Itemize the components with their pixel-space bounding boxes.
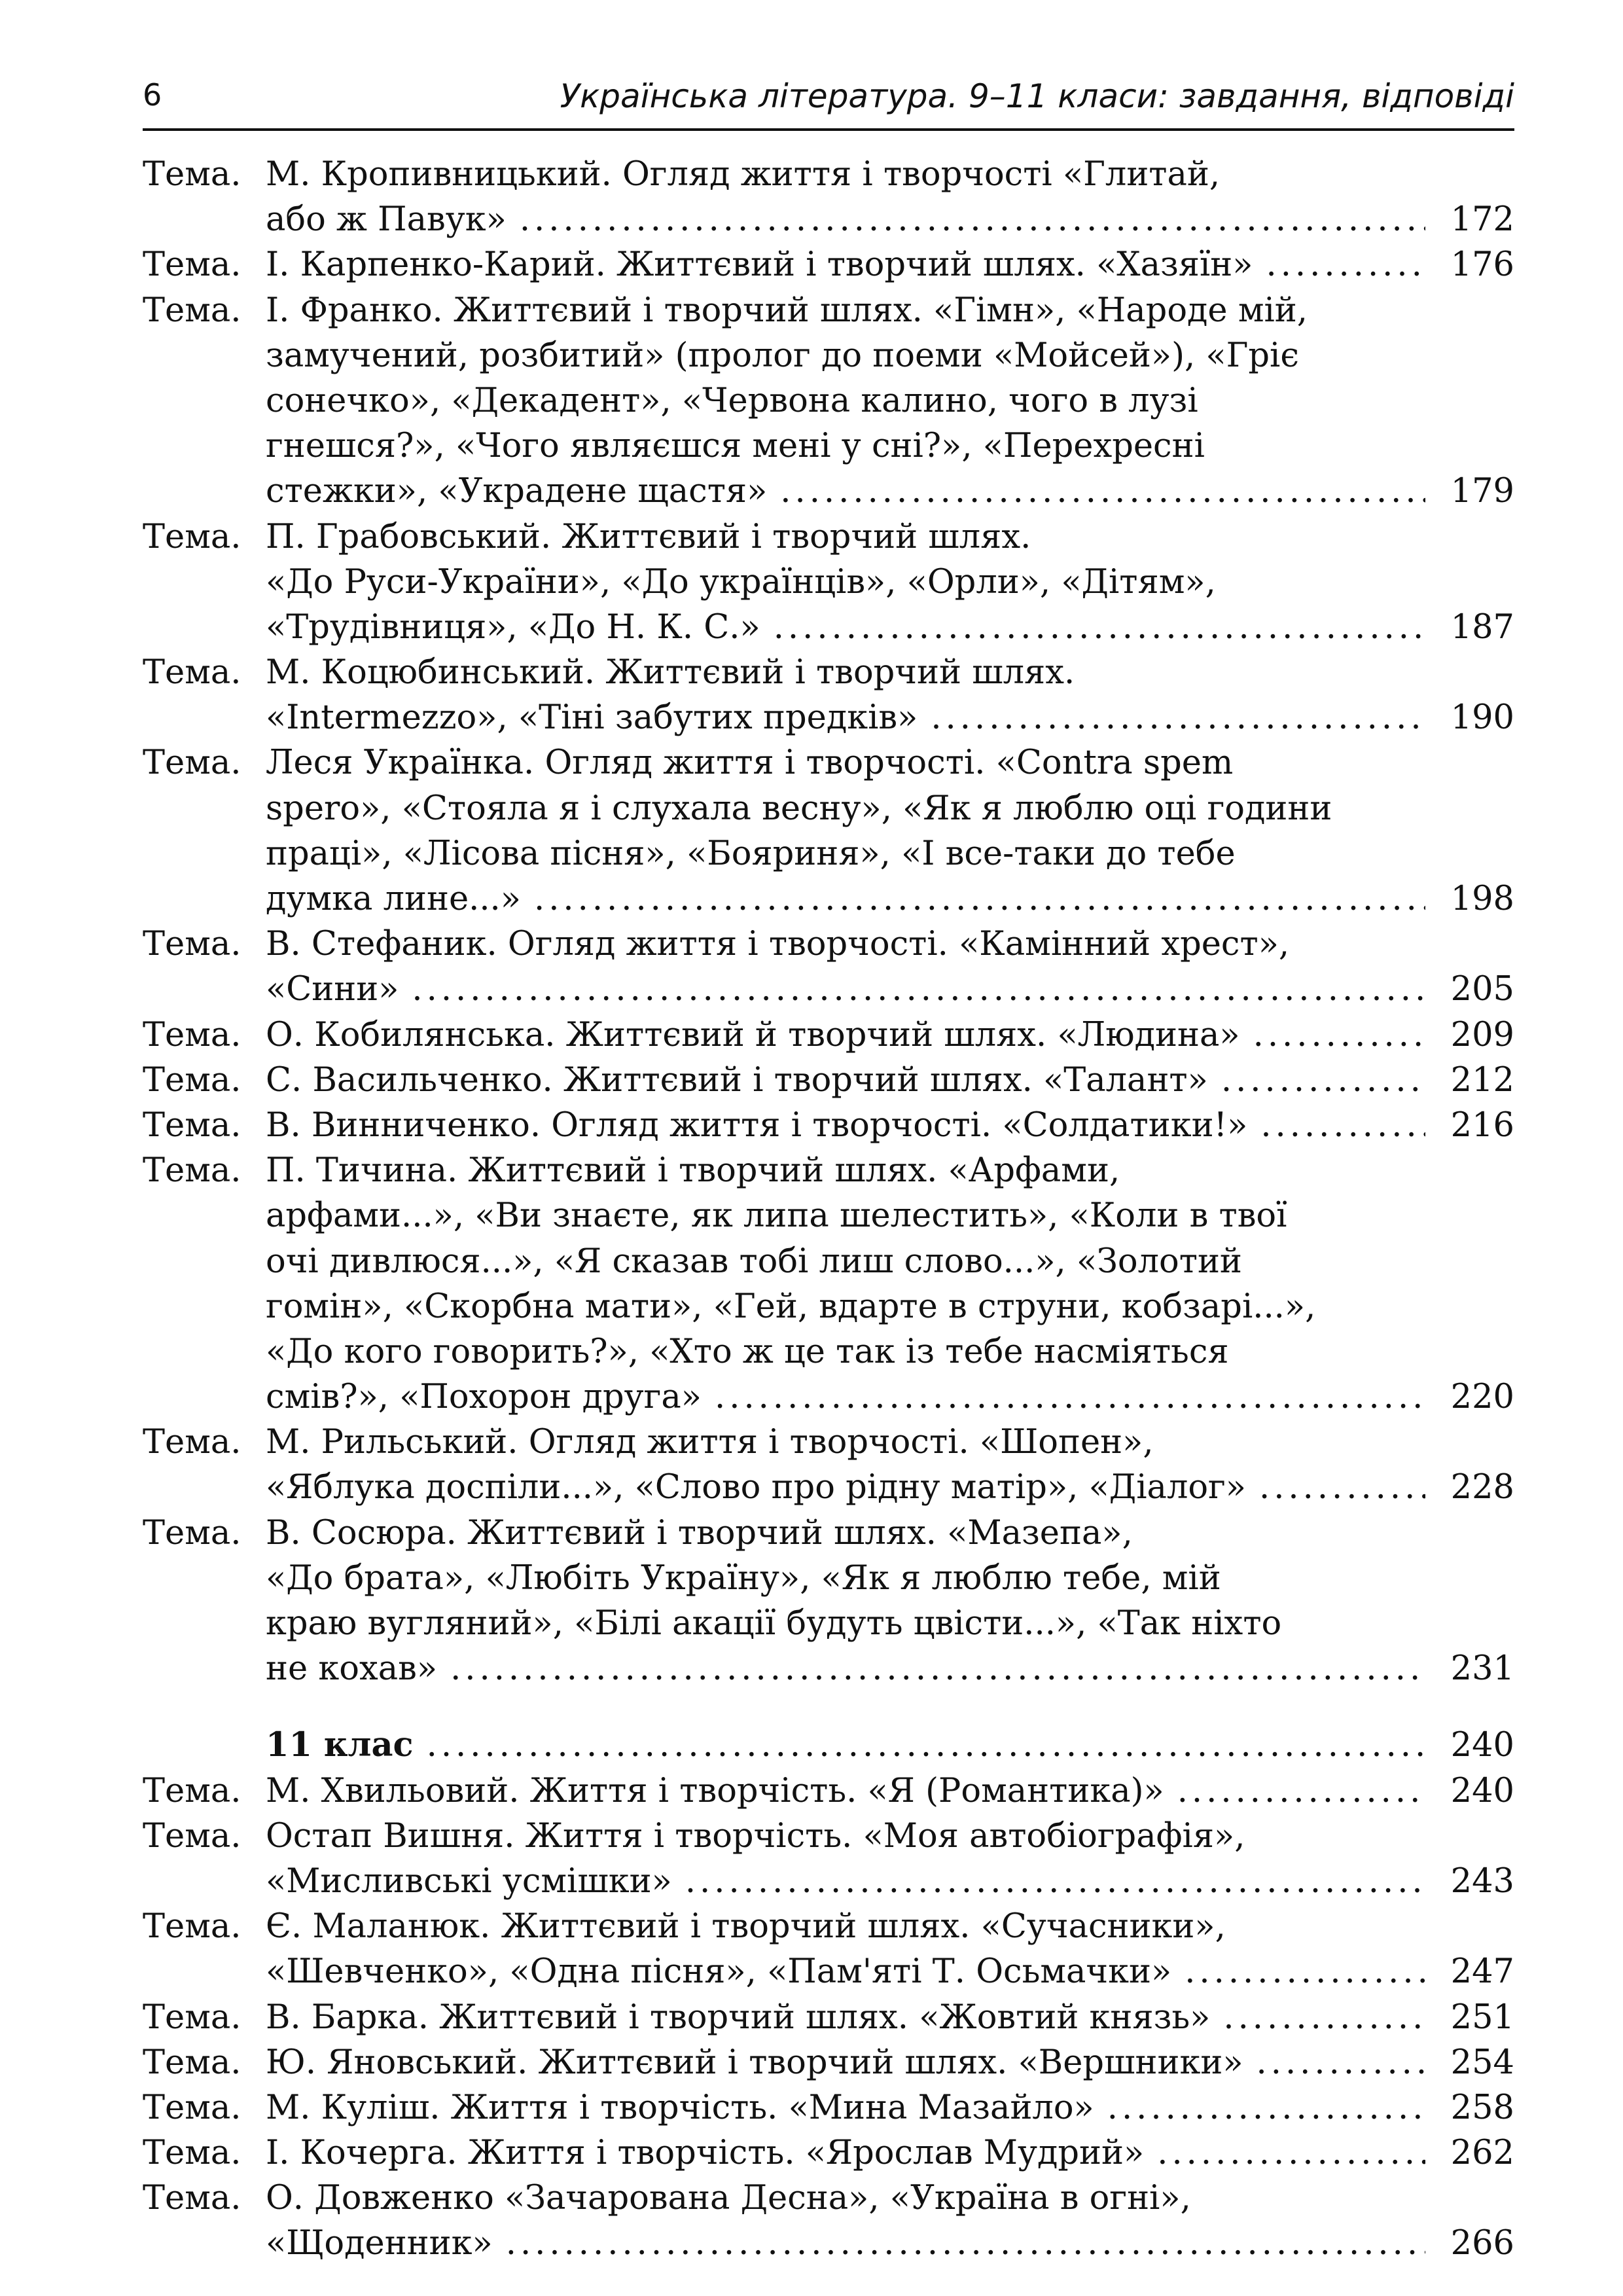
entry-text: «Щоденник» xyxy=(266,2224,493,2263)
entry-line xyxy=(143,423,1514,469)
entry-line xyxy=(143,1148,1514,1193)
entry-line xyxy=(143,1329,1514,1374)
entry-label: Тема. xyxy=(143,1151,241,1191)
page-ref: 179 xyxy=(1450,472,1514,511)
entry-text: замучений, розбитий» (пролог до поеми «Мойсей»), «Гріє xyxy=(266,336,1299,375)
dot-leader xyxy=(1259,1465,1425,1510)
section-line xyxy=(143,1723,1514,1768)
entry-text: М. Рильський. Огляд життя і творчості. «Шопен», xyxy=(266,1423,1154,1462)
toc-entry xyxy=(143,2040,1514,2085)
dot-leader xyxy=(715,1374,1425,1420)
entry-label: Тема. xyxy=(143,1423,241,1462)
page-ref: 220 xyxy=(1450,1378,1514,1417)
entry-text: spero», «Стояла я і слухала весну», «Як я люблю оці години xyxy=(266,789,1332,828)
entry-line xyxy=(143,922,1514,967)
entry-label: Тема. xyxy=(143,2088,241,2127)
entry-text: О. Довженко «Зачарована Десна», «Україна в огні», xyxy=(266,2179,1191,2218)
entry-line xyxy=(143,786,1514,831)
entry-text: краю вугляний», «Білі акації будуть цвісти...», «Так ніхто xyxy=(266,1604,1282,1643)
entry-text: праці», «Лісова пісня», «Бояриня», «І все-таки до тебе xyxy=(266,834,1236,873)
page-ref: 187 xyxy=(1450,607,1514,647)
dot-leader xyxy=(931,695,1425,740)
entry-label: Тема. xyxy=(143,291,241,330)
dot-leader xyxy=(1157,2130,1425,2176)
entry-label: Тема. xyxy=(143,653,241,692)
entry-line xyxy=(143,876,1514,922)
page-header xyxy=(143,72,1514,131)
page-ref: 216 xyxy=(1450,1105,1514,1145)
toc-entry xyxy=(143,514,1514,651)
page-ref: 240 xyxy=(1450,1771,1514,1810)
page-ref: 198 xyxy=(1450,880,1514,918)
entry-line xyxy=(143,1601,1514,1646)
entry-text: М. Коцюбинський. Життєвий і творчий шлях. xyxy=(266,653,1075,692)
entry-line xyxy=(143,1814,1514,1859)
toc-entry xyxy=(143,1148,1514,1420)
toc-entry xyxy=(143,740,1514,922)
entry-text: «Шевченко», «Одна пісня», «Пам'яті Т. Осьмачки» xyxy=(266,1952,1172,1992)
dot-leader xyxy=(685,1859,1425,1904)
entry-text: І. Кочерга. Життя і творчість. «Ярослав Мудрий» xyxy=(266,2134,1145,2173)
toc-entry xyxy=(143,288,1514,514)
entry-text: «Intermezzo», «Тіні забутих предків» xyxy=(266,698,918,738)
entry-label: Тема. xyxy=(143,2134,241,2173)
page-ref: 212 xyxy=(1450,1060,1514,1100)
dot-leader xyxy=(774,605,1425,650)
toc-entry xyxy=(143,1058,1514,1103)
entry-label: Тема. xyxy=(143,1060,241,1100)
entry-line xyxy=(143,1995,1514,2040)
page-ref: 247 xyxy=(1450,1952,1514,1992)
section-gap xyxy=(143,1691,1514,1723)
toc-entry xyxy=(143,1814,1514,1904)
entry-label: Тема. xyxy=(143,1513,241,1552)
toc-entry xyxy=(143,650,1514,740)
dot-leader xyxy=(1223,1995,1425,2040)
page-ref: 228 xyxy=(1450,1468,1514,1507)
entry-label: Тема. xyxy=(143,2179,241,2218)
entry-line xyxy=(143,695,1514,740)
entry-line xyxy=(143,514,1514,560)
dot-leader xyxy=(520,197,1425,242)
entry-label: Тема. xyxy=(143,1105,241,1145)
entry-line xyxy=(143,1103,1514,1148)
entry-label: Тема. xyxy=(143,1015,241,1054)
entry-label: Тема. xyxy=(143,1771,241,1810)
entry-label: Тема. xyxy=(143,155,241,194)
entry-line xyxy=(143,288,1514,333)
entry-line xyxy=(143,740,1514,785)
entry-text: «До кого говорить?», «Хто ж це так із тебе насміяться xyxy=(266,1332,1229,1371)
entry-line xyxy=(143,650,1514,695)
entry-text: І. Франко. Життєвий і творчий шлях. «Гімн», «Народе мій, xyxy=(266,291,1308,330)
dot-leader xyxy=(412,967,1425,1012)
section-heading xyxy=(143,1723,1514,1768)
toc-entry xyxy=(143,2085,1514,2130)
dot-leader xyxy=(1221,1058,1425,1103)
entry-line xyxy=(143,1420,1514,1465)
entry-text: М. Куліш. Життя і творчість. «Мина Мазайло» xyxy=(266,2088,1094,2127)
page-ref: 209 xyxy=(1450,1015,1514,1054)
entry-text: П. Тичина. Життєвий і творчий шлях. «Арфами, xyxy=(266,1151,1120,1191)
entry-line xyxy=(143,1284,1514,1329)
entry-text: Ю. Яновський. Життєвий і творчий шлях. «Вершники» xyxy=(266,2043,1243,2082)
toc-entry xyxy=(143,1103,1514,1148)
toc-entry xyxy=(143,2176,1514,2266)
entry-text: гнешся?», «Чого являєшся мені у сні?», «Перехресні xyxy=(266,427,1205,466)
dot-leader xyxy=(427,1723,1425,1768)
entry-line xyxy=(143,605,1514,650)
page-ref: 262 xyxy=(1450,2134,1514,2173)
entry-label: Тема. xyxy=(143,517,241,556)
entry-text: думка лине...» xyxy=(266,880,521,918)
entry-line xyxy=(143,2040,1514,2085)
page-ref: 240 xyxy=(1450,1726,1514,1765)
page-ref: 172 xyxy=(1450,200,1514,240)
entry-line xyxy=(143,1768,1514,1814)
entry-line xyxy=(143,560,1514,605)
entry-line xyxy=(143,1646,1514,1691)
page-ref: 254 xyxy=(1450,2043,1514,2082)
entry-line xyxy=(143,1904,1514,1949)
toc-entry xyxy=(143,152,1514,242)
entry-label: Тема. xyxy=(143,1816,241,1856)
page-ref: 176 xyxy=(1450,245,1514,285)
toc-entry xyxy=(143,1420,1514,1510)
entry-line xyxy=(143,197,1514,242)
entry-line xyxy=(143,1239,1514,1284)
page-ref: 243 xyxy=(1450,1861,1514,1901)
entry-text: «Мисливські усмішки» xyxy=(266,1861,672,1901)
entry-text: Є. Маланюк. Життєвий і творчий шлях. «Сучасники», xyxy=(266,1907,1226,1946)
section-title: 11 клас xyxy=(266,1725,414,1765)
entry-line xyxy=(143,2085,1514,2130)
entry-label: Тема. xyxy=(143,245,241,285)
page-ref: 231 xyxy=(1450,1649,1514,1689)
entry-label: Тема. xyxy=(143,2043,241,2082)
toc-entry xyxy=(143,1995,1514,2040)
entry-line xyxy=(143,378,1514,423)
entry-line xyxy=(143,152,1514,197)
entry-line xyxy=(143,2221,1514,2266)
entry-line xyxy=(143,2176,1514,2221)
dot-leader xyxy=(450,1646,1425,1691)
page-ref: 258 xyxy=(1450,2088,1514,2127)
entry-line xyxy=(143,831,1514,876)
entry-text: П. Грабовський. Життєвий і творчий шлях. xyxy=(266,517,1031,556)
dot-leader xyxy=(1107,2085,1425,2130)
entry-text: «Трудівниця», «До Н. К. С.» xyxy=(266,607,760,647)
entry-text: стежки», «Украдене щастя» xyxy=(266,472,768,511)
entry-text: не кохав» xyxy=(266,1649,438,1689)
toc-entry xyxy=(143,2130,1514,2176)
dot-leader xyxy=(506,2221,1425,2266)
dot-leader xyxy=(1177,1768,1425,1814)
entry-line xyxy=(143,242,1514,287)
toc-entry xyxy=(143,1768,1514,1814)
entry-label: Тема. xyxy=(143,925,241,964)
page-ref: 266 xyxy=(1450,2224,1514,2263)
toc-entry xyxy=(143,1013,1514,1058)
entry-line xyxy=(143,1193,1514,1238)
entry-line xyxy=(143,333,1514,378)
entry-text: смів?», «Похорон друга» xyxy=(266,1378,702,1417)
entry-text: гомін», «Скорбна мати», «Гей, вдарте в струни, кобзарі...», xyxy=(266,1287,1316,1326)
toc-entry xyxy=(143,1904,1514,1994)
entry-text: або ж Павук» xyxy=(266,200,507,240)
entry-text: І. Карпенко-Карий. Життєвий і творчий шлях. «Хазяїн» xyxy=(266,245,1253,285)
entry-label: Тема. xyxy=(143,1998,241,2037)
entry-text: М. Кропивницький. Огляд життя і творчості «Глитай, xyxy=(266,155,1221,194)
entry-text: «До Руси-України», «До українців», «Орли», «Дітям», xyxy=(266,562,1216,601)
entry-text: Остап Вишня. Життя і творчість. «Моя автобіографія», xyxy=(266,1816,1245,1856)
entry-text: О. Кобилянська. Життєвий й творчий шлях. «Людина» xyxy=(266,1015,1240,1054)
entry-text: «До брата», «Любіть Україну», «Як я люблю тебе, мій xyxy=(266,1558,1221,1598)
entry-text: сонечко», «Декадент», «Червона калино, чого в лузі xyxy=(266,381,1198,420)
entry-text: В. Сосюра. Життєвий і творчий шлях. «Мазепа», xyxy=(266,1513,1133,1552)
entry-line xyxy=(143,1949,1514,1994)
entry-text: В. Барка. Життєвий і творчий шлях. «Жовтий князь» xyxy=(266,1998,1211,2037)
entry-line xyxy=(143,469,1514,514)
entry-line xyxy=(143,967,1514,1012)
entry-text: М. Хвильовий. Життя і творчість. «Я (Романтика)» xyxy=(266,1771,1164,1810)
entry-text: Леся Українка. Огляд життя і творчості. «Contra spem xyxy=(266,744,1234,783)
entry-text: очі дивлюся...», «Я сказав тобі лиш слово...», «Золотий xyxy=(266,1242,1242,1281)
table-of-contents xyxy=(143,152,1514,2267)
entry-text: «Сини» xyxy=(266,970,399,1009)
entry-text: арфами...», «Ви знаєте, як липа шелестить», «Коли в твої xyxy=(266,1196,1287,1236)
entry-label: Тема. xyxy=(143,1907,241,1946)
toc-entry xyxy=(143,922,1514,1012)
toc-entry xyxy=(143,242,1514,287)
dot-leader xyxy=(1185,1949,1425,1994)
page-number: 6 xyxy=(143,77,162,113)
entry-text: В. Стефаник. Огляд життя і творчості. «Камінний хрест», xyxy=(266,925,1290,964)
page-ref: 205 xyxy=(1450,970,1514,1009)
running-title: Українська література. 9–11 класи: завдання, відповіді xyxy=(560,77,1514,115)
entry-line xyxy=(143,1058,1514,1103)
entry-text: В. Винниченко. Огляд життя і творчості. «Солдатики!» xyxy=(266,1105,1248,1145)
entry-line xyxy=(143,1374,1514,1420)
entry-text: «Яблука доспіли...», «Слово про рідну матір», «Діалог» xyxy=(266,1468,1246,1507)
page-ref: 251 xyxy=(1450,1998,1514,2037)
entry-line xyxy=(143,1465,1514,1510)
dot-leader xyxy=(1266,242,1425,287)
entry-line xyxy=(143,1013,1514,1058)
toc-entry xyxy=(143,1511,1514,1692)
dot-leader xyxy=(534,876,1425,922)
dot-leader xyxy=(780,469,1425,514)
entry-text: С. Васильченко. Життєвий і творчий шлях. «Талант» xyxy=(266,1060,1208,1100)
entry-line xyxy=(143,1859,1514,1904)
dot-leader xyxy=(1257,2040,1425,2085)
entry-line xyxy=(143,2130,1514,2176)
page-ref: 190 xyxy=(1450,698,1514,738)
entry-line xyxy=(143,1556,1514,1601)
entry-label: Тема. xyxy=(143,744,241,783)
dot-leader xyxy=(1260,1103,1425,1148)
dot-leader xyxy=(1253,1013,1425,1058)
entry-line xyxy=(143,1511,1514,1556)
